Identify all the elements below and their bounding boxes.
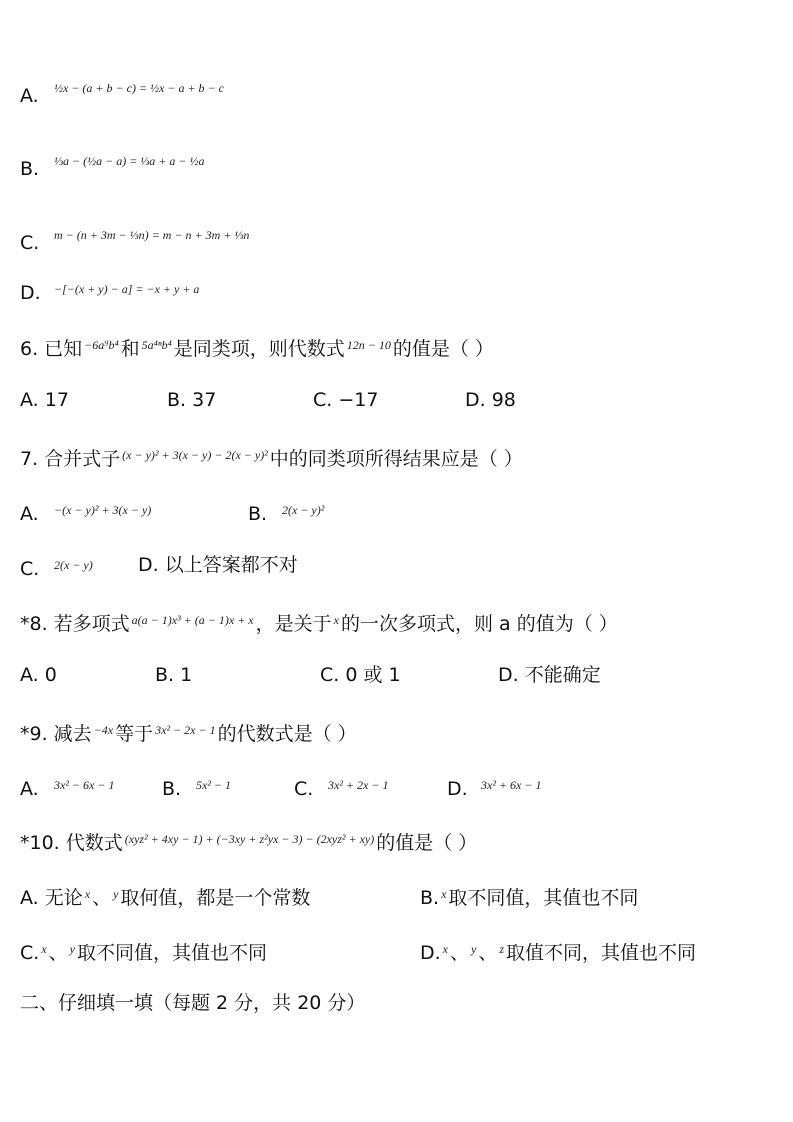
math-variable: y bbox=[69, 942, 75, 956]
q6-option-a: A. 17 bbox=[20, 389, 69, 411]
q10-option-c bbox=[20, 937, 267, 965]
math-expression: x bbox=[333, 613, 339, 627]
math-expression: ½x − (a + b − c) = ½x − a + b − c bbox=[54, 81, 224, 95]
q7-option-d: D. 以上答案都不对 bbox=[138, 554, 298, 576]
math-expression: 2(x − y)² bbox=[282, 503, 325, 517]
option-label: A. bbox=[20, 778, 39, 800]
question-text: *8. 若多项式 bbox=[20, 613, 130, 635]
option-label: A. bbox=[20, 503, 39, 525]
option-text: 、 bbox=[478, 942, 498, 964]
q9-option-b bbox=[162, 773, 233, 801]
math-expression: −(x − y)² + 3(x − y) bbox=[54, 503, 152, 517]
math-variable: x bbox=[441, 887, 447, 901]
option-text: 、 bbox=[48, 942, 68, 964]
q7-option-a bbox=[20, 498, 153, 526]
math-variable: x bbox=[41, 942, 47, 956]
option-text: D. bbox=[420, 942, 441, 964]
math-expression: 5x² − 1 bbox=[196, 778, 232, 792]
math-expression: (xyz² + 4xy − 1) + (−3xy + z²yx − 3) − (2xyz² + xy) bbox=[124, 832, 375, 846]
question-text: 的值是（ ） bbox=[376, 832, 478, 854]
option-label: B. bbox=[20, 158, 40, 180]
option-label: C. bbox=[20, 232, 40, 254]
q7-option-c bbox=[20, 553, 95, 581]
math-expression: 5a⁴ⁿb⁴ bbox=[141, 338, 172, 352]
option-text: 、 bbox=[92, 887, 112, 909]
math-expression: (x − y)² + 3(x − y) − 2(x − y)² bbox=[122, 448, 268, 462]
option-label: C. bbox=[294, 778, 314, 800]
q5-option-b bbox=[20, 149, 206, 181]
option-label: B. bbox=[248, 503, 268, 525]
math-variable: x bbox=[84, 887, 91, 901]
option-text: 取不同值，其值也不同 bbox=[448, 887, 639, 909]
question-text: ，是关于 bbox=[255, 613, 332, 635]
option-text: B. bbox=[420, 887, 440, 909]
option-text: C. bbox=[20, 942, 40, 964]
math-variable: y bbox=[471, 942, 477, 956]
q6-option-b: B. 37 bbox=[167, 389, 217, 411]
math-expression: −6a⁹b⁴ bbox=[84, 338, 119, 352]
option-label: A. bbox=[20, 85, 39, 107]
math-expression: −4x bbox=[93, 723, 114, 737]
option-text: A. 无论 bbox=[20, 887, 83, 909]
q5-option-d bbox=[20, 277, 201, 305]
option-text: 取不同值，其值也不同 bbox=[76, 942, 267, 964]
q6-option-d: D. 98 bbox=[465, 389, 516, 411]
option-text: 取值不同，其值也不同 bbox=[506, 942, 697, 964]
option-label: D. bbox=[20, 282, 41, 304]
option-text: 取何值，都是一个常数 bbox=[120, 887, 311, 909]
math-expression: a(a − 1)x³ + (a − 1)x + x bbox=[131, 613, 254, 627]
math-expression: 2(x − y) bbox=[54, 558, 93, 572]
question-text: 6. 已知 bbox=[20, 338, 83, 360]
option-text: 、 bbox=[450, 942, 470, 964]
section-2-heading: 二、仔细填一填（每题 2 分，共 20 分） bbox=[20, 992, 366, 1014]
question-text: *9. 减去 bbox=[20, 723, 92, 745]
q10-option-a bbox=[20, 882, 310, 910]
option-label: B. bbox=[162, 778, 182, 800]
q8-option-c: C. 0 或 1 bbox=[320, 664, 401, 686]
q6-option-c: C. −17 bbox=[313, 389, 379, 411]
question-text: 是同类项，则代数式 bbox=[173, 338, 345, 360]
math-expression: m − (n + 3m − ⅓n) = m − n + 3m + ⅓n bbox=[54, 228, 250, 242]
math-variable: x bbox=[442, 942, 448, 956]
math-expression: 3x² − 6x − 1 bbox=[54, 778, 115, 792]
q10-option-b bbox=[420, 882, 638, 910]
q10-option-d bbox=[420, 937, 696, 965]
q9-option-d bbox=[447, 773, 543, 801]
question-text: 的值是（ ） bbox=[392, 338, 494, 360]
question-10 bbox=[20, 827, 477, 855]
q5-option-a bbox=[20, 76, 226, 108]
option-label: D. bbox=[447, 778, 468, 800]
math-variable: z bbox=[499, 942, 505, 956]
question-text: 7. 合并式子 bbox=[20, 448, 121, 470]
question-7 bbox=[20, 443, 523, 471]
question-text: 和 bbox=[120, 338, 140, 360]
q7-option-b bbox=[248, 498, 326, 526]
math-expression: 3x² + 2x − 1 bbox=[328, 778, 389, 792]
q9-option-a bbox=[20, 773, 116, 801]
math-expression: 3x² + 6x − 1 bbox=[481, 778, 542, 792]
q8-option-a: A. 0 bbox=[20, 664, 57, 686]
q8-option-b: B. 1 bbox=[155, 664, 193, 686]
math-variable: y bbox=[113, 887, 119, 901]
question-text: *10. 代数式 bbox=[20, 832, 123, 854]
question-text: 中的同类项所得结果应是（ ） bbox=[269, 448, 523, 470]
math-expression: ⅓a − (½a − a) = ⅓a + a − ½a bbox=[54, 154, 205, 168]
q9-option-c bbox=[294, 773, 390, 801]
question-8 bbox=[20, 608, 618, 636]
option-label: C. bbox=[20, 558, 40, 580]
question-text: 的一次多项式，则 a 的值为（ ） bbox=[340, 613, 618, 635]
question-6 bbox=[20, 333, 494, 361]
math-expression: 3x² − 2x − 1 bbox=[155, 723, 216, 737]
q5-option-c bbox=[20, 223, 251, 255]
question-text: 的代数式是（ ） bbox=[217, 723, 357, 745]
question-9 bbox=[20, 718, 357, 746]
math-expression: 12n − 10 bbox=[346, 338, 391, 352]
q8-option-d: D. 不能确定 bbox=[498, 664, 601, 686]
math-expression: −[−(x + y) − a] = −x + y + a bbox=[54, 282, 200, 296]
question-text: 等于 bbox=[115, 723, 154, 745]
